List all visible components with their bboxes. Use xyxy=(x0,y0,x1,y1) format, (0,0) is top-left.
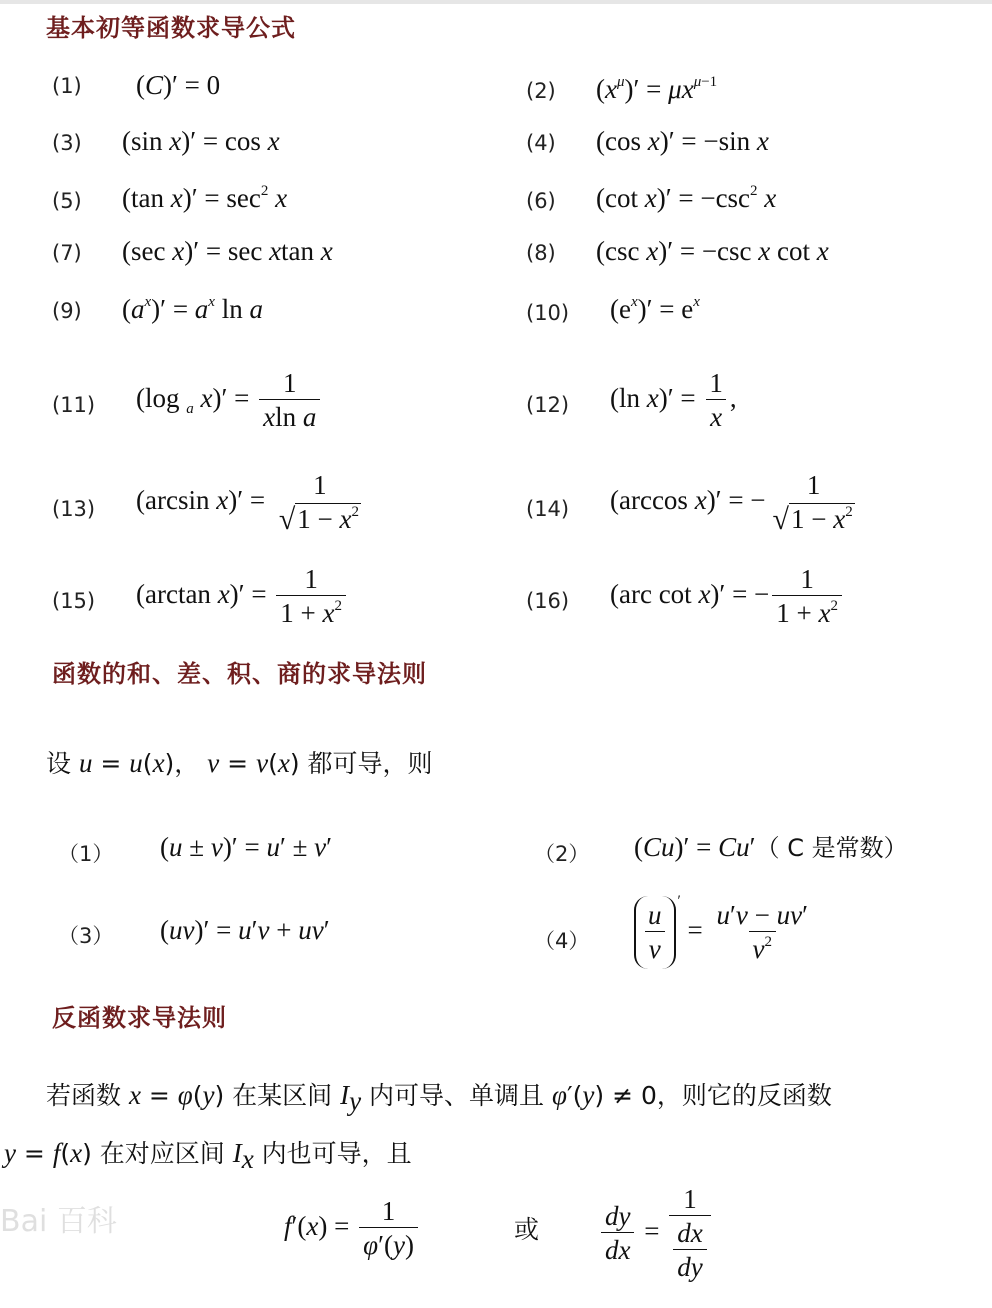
formula-number: (1) xyxy=(52,74,82,98)
rule-number: （3） xyxy=(58,924,114,948)
rule-number: （1） xyxy=(58,842,114,866)
formula-number: (16) xyxy=(526,589,570,613)
formula-11: (log $_a$ x)′ = $\frac{1}{\text{xln a}}$ xyxy=(136,368,323,433)
formula-number: (12) xyxy=(526,393,570,417)
section-heading-arith: 函数的和、差、积、商的求导法则 xyxy=(52,660,427,688)
formula-10: $(e^x)' = e^x$ xyxy=(610,294,700,324)
formula-number: (13) xyxy=(52,497,96,521)
formula-number: (6) xyxy=(526,189,556,213)
formula-14: (arccos x)′ = − 1 √ $1 - x^2$ xyxy=(610,470,853,536)
formula-number: (5) xyxy=(52,189,82,213)
formula-12: (ln x)′ = $\frac{1}{x}$ , xyxy=(610,368,737,433)
formula-number: (2) xyxy=(526,79,556,103)
formula-number: (7) xyxy=(52,241,82,265)
formula-2: $(x^\mu)' = \mu x^{\mu-1}$ xyxy=(596,74,718,104)
baike-watermark: Bai 百科 xyxy=(0,1204,117,1239)
inverse-formula-1: f′(x) = $\frac{1}{\varphi'(y)}$ xyxy=(284,1196,421,1261)
formula-15: (arctan x)′ = $\frac{1}{1 + x^2}$ xyxy=(136,564,349,629)
inverse-formula-2: $\frac{dy}{dx}$ = $\frac{1}{\frac{dx}{dy}}$ xyxy=(598,1184,714,1283)
formula-1: (C)′ = 0 xyxy=(136,70,221,100)
formula-5: (tan $x)' = \sec^2 x$ xyxy=(122,183,288,213)
rule-1: (u ± v)′ = u′ ± v′ xyxy=(160,832,333,862)
formula-3: (sin x)′ = cos x xyxy=(122,126,280,156)
formula-7: (sec x)′ = sec xtan x xyxy=(122,236,333,266)
inverse-line-1: 若函数 x = φ(y) 在某区间 $I_y$ 内可导、单调且 φ′(y) ≠ 0，则它的反函数 xyxy=(46,1080,832,1116)
formula-4: (cos x)′ = −sin x xyxy=(596,126,769,156)
formula-number: (9) xyxy=(52,299,82,323)
formula-number: (3) xyxy=(52,131,82,155)
formula-number: (14) xyxy=(526,497,570,521)
formula-number: (15) xyxy=(52,589,96,613)
formula-9: $(a^x)' = a^x$ ln a xyxy=(122,294,263,324)
top-border xyxy=(0,0,992,4)
rule-3: (uv)′ = u′v + uv′ xyxy=(160,915,330,945)
or-word: 或 xyxy=(514,1215,540,1244)
formula-number: (11) xyxy=(52,393,96,417)
rule-4: $\frac{u}{v}$ ′ = $\frac{u'v - uv'}{v^2}$ xyxy=(634,896,815,969)
inverse-line-2: y = f(x) 在对应区间 $I_x$ 内也可导，且 xyxy=(4,1138,412,1174)
rule-number: （2） xyxy=(534,842,590,866)
formula-number: (10) xyxy=(526,301,570,325)
arith-intro: 设 u = u(x)， v = v(x) 都可导，则 xyxy=(46,748,433,778)
formula-8: (csc x)′ = −csc x cot x xyxy=(596,236,829,266)
section-heading-inverse: 反函数求导法则 xyxy=(52,1004,227,1032)
section-heading-basic: 基本初等函数求导公式 xyxy=(46,14,296,42)
rule-2: (Cu)′ = Cu′（ C 是常数） xyxy=(634,832,908,862)
formula-6: (cot $x)' = -\csc^2$ x xyxy=(596,183,777,213)
formula-number: (4) xyxy=(526,131,556,155)
formula-number: (8) xyxy=(526,241,556,265)
formula-16: (arc cot x)′ = − $\frac{1}{1 + x^2}$ xyxy=(610,564,845,629)
formula-13: (arcsin x)′ = 1 √ $1 - x^2$ xyxy=(136,470,360,536)
constant-note: （ C 是常数） xyxy=(755,834,908,862)
rule-number: （4） xyxy=(534,929,590,953)
